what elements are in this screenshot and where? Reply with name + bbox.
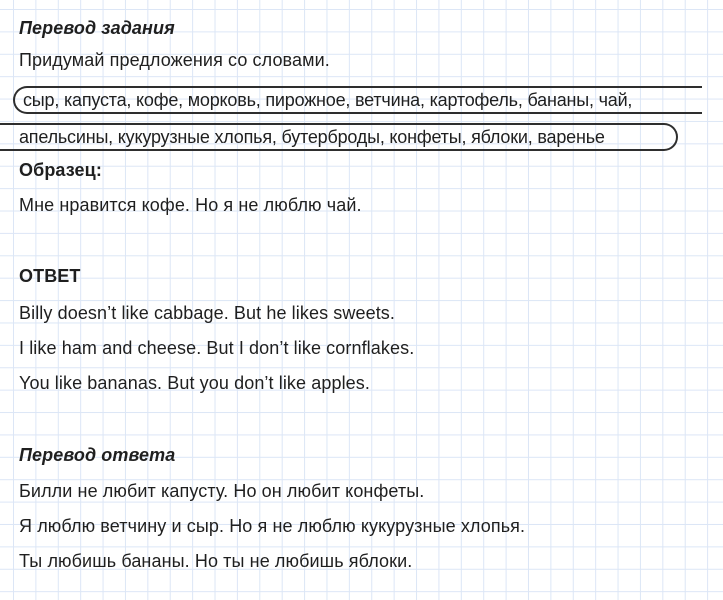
answer-line-3: You like bananas. But you don’t like apples.	[19, 373, 370, 393]
sample-sentence: Мне нравится кофе. Но я не люблю чай.	[19, 195, 362, 215]
answer-translation-heading: Перевод ответа	[19, 445, 176, 465]
answer-line-2: I like ham and cheese. But I don’t like cornflakes.	[19, 338, 415, 358]
word-list-text-1: сыр, капуста, кофе, морковь, пирожное, ветчина, картофель, бананы, чай,	[23, 89, 633, 110]
task-instruction: Придумай предложения со словами.	[19, 50, 330, 70]
answer-translation-line-3: Ты любишь бананы. Но ты не любишь яблоки.	[19, 551, 413, 571]
sample-label: Образец:	[19, 160, 102, 180]
answer-translation-line-1: Билли не любит капусту. Но он любит конфеты.	[19, 481, 425, 501]
answer-line-1: Billy doesn’t like cabbage. But he likes sweets.	[19, 303, 395, 323]
answer-translation-line-2: Я люблю ветчину и сыр. Но я не люблю кукурузные хлопья.	[19, 516, 526, 536]
word-list-box-line-1	[13, 86, 702, 114]
word-list-box-line-2	[0, 123, 678, 151]
answer-heading: ОТВЕТ	[19, 266, 81, 286]
task-translation-heading: Перевод задания	[19, 18, 175, 38]
word-list-text-2: апельсины, кукурузные хлопья, бутерброды, конфеты, яблоки, варенье	[19, 126, 605, 147]
